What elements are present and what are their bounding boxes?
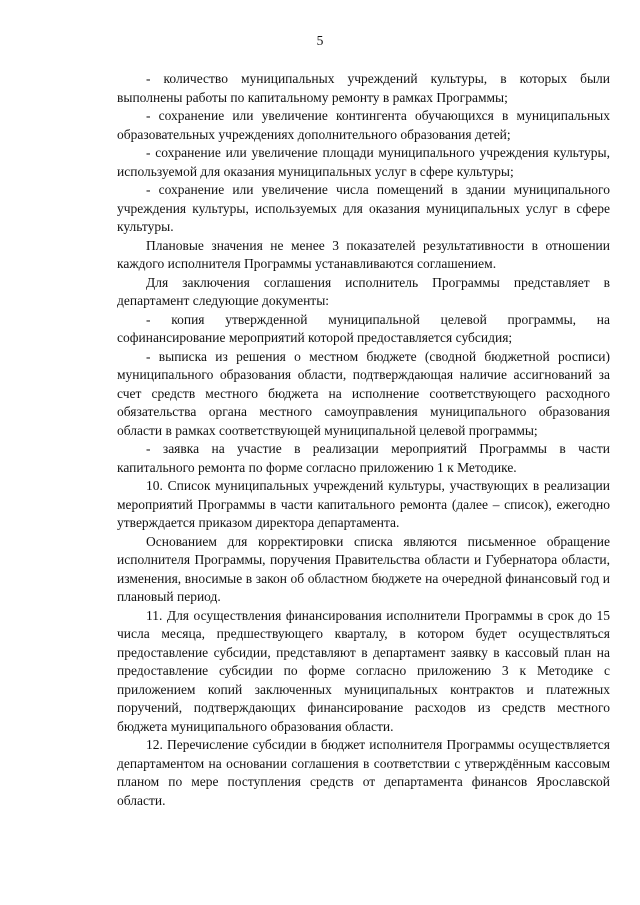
paragraph-correction-basis: Основанием для корректировки списка являются письменное обращение исполнителя Программы, поручения Правительства области и Губернатора области, изменения, вносимые в закон об областном бюджете на очередной финансовый год и плановый период. (117, 533, 610, 604)
paragraph-document-program-copy: - копия утвержденной муниципальной целевой программы, на софинансирование мероприятий которой предоставляется субсидия; (117, 311, 610, 345)
paragraph-document-budget-extract: - выписка из решения о местном бюджете (сводной бюджетной росписи) муниципального образования области, подтверждающая наличие ассигнований за счет средств местного бюджета на исполнение соответствующего расходного обязательства органа местного самоуправления муниципального образования области в рамках соответствующей муниципальной целевой программы; (117, 348, 610, 438)
paragraph-indicator-students: - сохранение или увеличение контингента обучающихся в муниципальных образовательных учреждениях дополнительного образования детей; (117, 108, 610, 142)
paragraph-indicator-rooms: - сохранение или увеличение числа помещений в здании муниципального учреждения культуры, используемых для оказания муниципальных услуг в сфере культуры. (117, 182, 610, 234)
paragraph-indicator-area: - сохранение или увеличение площади муниципального учреждения культуры, используемой для оказания муниципальных услуг в сфере культуры; (117, 145, 610, 179)
page-number: 5 (316, 33, 324, 48)
document-body (117, 70, 610, 810)
paragraph-indicator-capital-repair: - количество муниципальных учреждений культуры, в которых были выполнены работы по капитальному ремонту в рамках Программы; (117, 71, 610, 105)
paragraph-item-12: 12. Перечисление субсидии в бюджет исполнителя Программы осуществляется департаментом на основании соглашения в соответствии с утверждённым кассовым планом по мере поступления средств от департамента финансов Ярославской области. (117, 737, 610, 808)
paragraph-item-10: 10. Список муниципальных учреждений культуры, участвующих в реализации мероприятий Программы в части капитального ремонта (далее – список), ежегодно утверждается приказом директора департамента. (117, 478, 610, 530)
paragraph-document-application: - заявка на участие в реализации мероприятий Программы в части капитального ремонта по форме согласно приложению 1 к Методике. (117, 441, 610, 475)
paragraph-documents-intro: Для заключения соглашения исполнитель Программы представляет в департамент следующие документы: (117, 274, 610, 308)
paragraph-planned-values: Плановые значения не менее 3 показателей результативности в отношении каждого исполнителя Программы устанавливаются соглашением. (117, 237, 610, 271)
paragraph-item-11: 11. Для осуществления финансирования исполнители Программы в срок до 15 числа месяца, предшествующего кварталу, в котором будет осуществляться предоставление субсидии, представляют в департамент заявку в кассовый план на предоставление субсидии по форме согласно приложению 3 к Методике с приложением копий заключенных муниципальных контрактов и платежных поручений, подтверждающих финансирование расходов из средств местного бюджета муниципального образования области. (117, 607, 610, 734)
